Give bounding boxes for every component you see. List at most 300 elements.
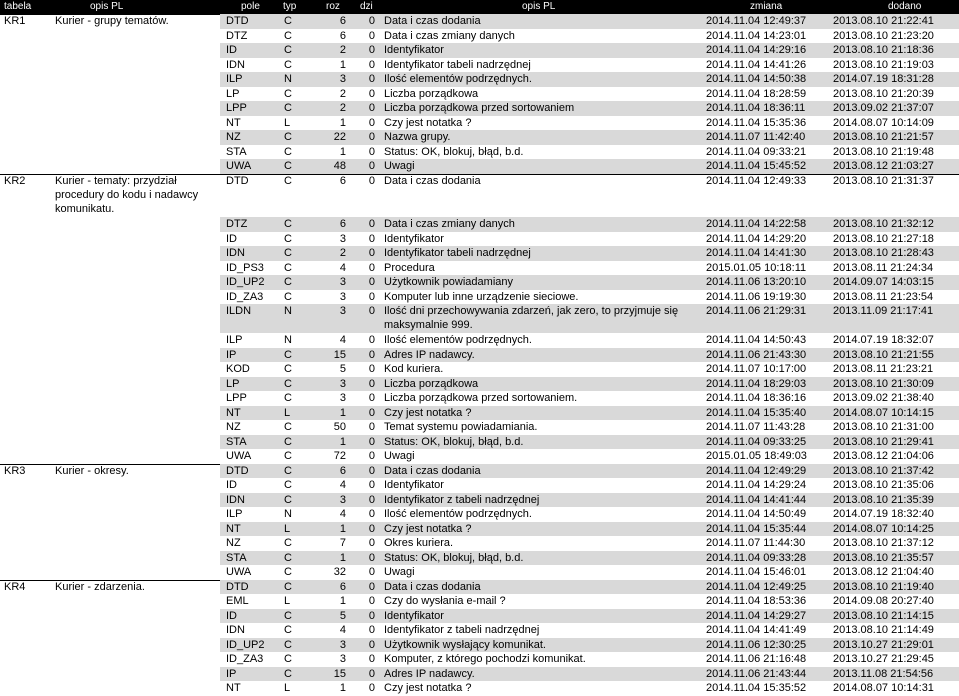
- table-row: [0, 304, 959, 333]
- field-changed: 2014.11.06 21:43:44: [706, 667, 807, 680]
- field-added: 2013.08.10 21:32:12: [833, 218, 934, 230]
- field-changed: 2014.11.06 13:20:10: [706, 276, 807, 288]
- field-type: C: [284, 290, 292, 303]
- field-name: EML: [226, 595, 249, 607]
- table-row: [0, 290, 959, 305]
- field-type: C: [284, 537, 292, 549]
- header-typ: typ: [283, 1, 297, 12]
- table-row: [0, 261, 959, 276]
- field-size: 15: [333, 348, 346, 361]
- field-size: 48: [333, 160, 346, 172]
- field-description: Data i czas dodania: [384, 580, 481, 593]
- field-name: UWA: [226, 160, 252, 172]
- field-decimals: 0: [368, 87, 375, 100]
- field-changed: 2014.11.07 10:17:00: [706, 363, 807, 375]
- header-opis-pl: opis PL: [90, 1, 124, 12]
- field-type: C: [284, 261, 292, 274]
- field-size: 6: [339, 174, 346, 187]
- field-added: 2013.09.02 21:37:07: [833, 102, 934, 114]
- field-added: 2013.08.10 21:35:06: [833, 479, 934, 491]
- field-added: 2013.08.10 21:19:40: [833, 580, 934, 593]
- field-changed: 2014.11.06 21:43:30: [706, 348, 807, 361]
- field-changed: 2014.11.04 14:41:44: [706, 493, 807, 506]
- field-description: Identyfikator tabeli nadrzędnej: [384, 58, 531, 71]
- field-description: Identyfikator: [384, 232, 444, 245]
- table-row: [0, 478, 959, 493]
- field-size: 50: [333, 421, 346, 433]
- table-row: [0, 493, 959, 508]
- field-decimals: 0: [368, 145, 375, 158]
- field-changed: 2014.11.04 09:33:21: [706, 145, 807, 158]
- field-decimals: 0: [368, 435, 375, 448]
- field-changed: 2014.11.04 14:29:16: [706, 44, 807, 56]
- field-added: 2013.08.10 21:31:00: [833, 421, 934, 433]
- field-added: 2013.08.11 21:23:21: [833, 363, 934, 375]
- field-type: C: [284, 551, 292, 564]
- field-type: C: [284, 174, 292, 187]
- table-row: [0, 667, 959, 682]
- field-description: Identyfikator: [384, 44, 444, 56]
- field-size: 3: [339, 493, 346, 506]
- field-size: 2: [339, 102, 346, 114]
- field-type: C: [284, 493, 292, 506]
- header-roz: roz: [326, 1, 340, 12]
- table-row: [0, 116, 959, 131]
- field-added: 2013.11.08 21:54:56: [833, 667, 934, 680]
- table-row: [0, 29, 959, 44]
- field-description: Identyfikator: [384, 609, 444, 622]
- field-name: NT: [226, 116, 241, 129]
- field-added: 2013.08.10 21:14:49: [833, 624, 934, 636]
- table-row: [0, 275, 959, 290]
- field-description: Nazwa grupy.: [384, 131, 451, 143]
- table-row: [0, 638, 959, 653]
- field-added: 2014.07.19 18:32:07: [833, 334, 934, 346]
- field-changed: 2014.11.04 14:41:30: [706, 247, 807, 259]
- field-decimals: 0: [368, 44, 375, 56]
- field-size: 4: [339, 624, 346, 636]
- field-name: DTD: [226, 174, 249, 187]
- table-row: [0, 623, 959, 638]
- field-changed: 2015.01.05 18:49:03: [706, 450, 807, 462]
- field-description: Ilość elementów podrzędnych.: [384, 508, 532, 520]
- header-zmiana: zmiana: [750, 1, 783, 12]
- field-name: ID: [226, 479, 237, 491]
- field-type: L: [284, 522, 291, 535]
- field-description: Liczba porządkowa: [384, 377, 479, 390]
- field-added: 2013.08.10 21:37:42: [833, 464, 934, 477]
- table-row: [0, 435, 959, 450]
- field-decimals: 0: [368, 305, 375, 317]
- field-changed: 2014.11.04 15:35:44: [706, 522, 807, 535]
- field-type: C: [284, 464, 292, 477]
- field-decimals: 0: [368, 116, 375, 129]
- field-description: Liczba porządkowa przed sortowaniem.: [384, 392, 578, 404]
- table-row: [0, 217, 959, 232]
- field-decimals: 0: [368, 15, 375, 27]
- table-row: [0, 681, 959, 696]
- field-size: 2: [339, 87, 346, 100]
- table-row: [0, 652, 959, 667]
- field-description: Czy do wysłania e-mail ?: [384, 595, 506, 607]
- field-decimals: 0: [368, 58, 375, 71]
- field-name: STA: [226, 551, 247, 564]
- field-name: LP: [226, 377, 240, 390]
- field-changed: 2014.11.04 15:46:01: [706, 566, 807, 578]
- table-row: [0, 14, 959, 29]
- field-changed: 2014.11.04 15:35:36: [706, 116, 807, 129]
- field-type: N: [284, 508, 292, 520]
- field-added: 2013.08.10 21:20:39: [833, 87, 934, 100]
- field-type: C: [284, 653, 292, 665]
- field-name: NZ: [226, 131, 241, 143]
- field-size: 4: [339, 479, 346, 491]
- field-type: C: [284, 247, 292, 259]
- table-row: [0, 449, 959, 464]
- field-type: C: [284, 566, 292, 578]
- field-size: 6: [339, 218, 346, 230]
- field-decimals: 0: [368, 653, 375, 665]
- field-name: ID_UP2: [226, 638, 265, 651]
- field-size: 3: [339, 232, 346, 245]
- field-name: ID: [226, 44, 237, 56]
- field-description: Czy jest notatka ?: [384, 522, 472, 535]
- table-id: KR2: [4, 174, 26, 187]
- field-added: 2013.08.10 21:28:43: [833, 247, 934, 259]
- table-id: KR1: [4, 15, 26, 27]
- field-changed: 2014.11.04 14:29:24: [706, 479, 807, 491]
- field-name: ID_UP2: [226, 276, 265, 288]
- field-type: C: [284, 145, 292, 158]
- field-name: NT: [226, 682, 241, 694]
- field-changed: 2014.11.04 14:41:49: [706, 624, 807, 636]
- field-type: C: [284, 232, 292, 245]
- table-row: [0, 101, 959, 116]
- field-decimals: 0: [368, 131, 375, 143]
- field-name: IDN: [226, 58, 245, 71]
- field-decimals: 0: [368, 508, 375, 520]
- field-name: STA: [226, 435, 247, 448]
- field-type: C: [284, 392, 292, 404]
- field-decimals: 0: [368, 218, 375, 230]
- field-description: Adres IP nadawcy.: [384, 667, 475, 680]
- field-description: Czy jest notatka ?: [384, 682, 472, 694]
- field-name: IDN: [226, 624, 245, 636]
- field-changed: 2014.11.04 14:29:20: [706, 232, 807, 245]
- field-type: C: [284, 15, 292, 27]
- field-size: 15: [333, 667, 346, 680]
- field-changed: 2014.11.07 11:42:40: [706, 131, 806, 143]
- field-changed: 2014.11.04 12:49:29: [706, 464, 807, 477]
- field-added: 2013.11.09 21:17:41: [833, 305, 934, 317]
- field-type: L: [284, 406, 291, 419]
- table-description: Kurier - zdarzenia.: [55, 580, 145, 593]
- table-row: [0, 551, 959, 566]
- field-name: STA: [226, 145, 247, 158]
- field-size: 3: [339, 392, 346, 404]
- field-decimals: 0: [368, 406, 375, 419]
- table-id: KR4: [4, 580, 26, 593]
- field-decimals: 0: [368, 551, 375, 564]
- field-added: 2013.08.10 21:19:03: [833, 58, 934, 71]
- field-decimals: 0: [368, 682, 375, 694]
- field-added: 2013.08.10 21:27:18: [833, 232, 934, 245]
- field-name: ID: [226, 232, 237, 245]
- field-description: Procedura: [384, 261, 435, 274]
- field-changed: 2014.11.04 18:29:03: [706, 377, 807, 390]
- field-added: 2013.08.10 21:31:37: [833, 174, 934, 187]
- field-name: IP: [226, 348, 237, 361]
- field-type: N: [284, 305, 292, 317]
- field-type: C: [284, 624, 292, 636]
- field-description: Uwagi: [384, 160, 415, 172]
- field-changed: 2014.11.04 14:41:26: [706, 58, 807, 71]
- table-row: [0, 420, 959, 435]
- field-type: N: [284, 73, 292, 85]
- field-decimals: 0: [368, 537, 375, 549]
- field-changed: 2014.11.04 14:50:43: [706, 334, 807, 346]
- field-description: Uwagi: [384, 566, 415, 578]
- field-size: 2: [339, 247, 346, 259]
- field-decimals: 0: [368, 638, 375, 651]
- field-description: Komputer lub inne urządzenie sieciowe.: [384, 290, 579, 303]
- table-row: [0, 522, 959, 537]
- field-decimals: 0: [368, 595, 375, 607]
- field-name: DTZ: [226, 29, 248, 42]
- field-description: Komputer, z którego pochodzi komunikat.: [384, 653, 586, 665]
- field-decimals: 0: [368, 29, 375, 42]
- field-name: UWA: [226, 566, 252, 578]
- field-decimals: 0: [368, 392, 375, 404]
- field-size: 6: [339, 580, 346, 593]
- field-size: 72: [333, 450, 346, 462]
- field-name: ILDN: [226, 305, 252, 317]
- table-row: [0, 362, 959, 377]
- field-changed: 2014.11.04 12:49:37: [706, 15, 807, 27]
- field-description: Identyfikator tabeli nadrzędnej: [384, 247, 531, 259]
- field-size: 1: [339, 58, 346, 71]
- table-row: [0, 580, 959, 595]
- field-description: Status: OK, blokuj, błąd, b.d.: [384, 551, 524, 564]
- header-dodano: dodano: [888, 1, 922, 12]
- field-size: 1: [339, 145, 346, 158]
- field-size: 5: [339, 609, 346, 622]
- field-changed: 2014.11.06 19:19:30: [706, 290, 807, 303]
- table-row: [0, 145, 959, 160]
- field-added: 2013.08.10 21:35:57: [833, 551, 934, 564]
- field-decimals: 0: [368, 522, 375, 535]
- field-size: 3: [339, 276, 346, 288]
- field-type: C: [284, 580, 292, 593]
- field-name: DTD: [226, 15, 249, 27]
- field-added: 2013.08.12 21:04:40: [833, 566, 934, 578]
- field-name: DTD: [226, 464, 249, 477]
- field-description: Uwagi: [384, 450, 415, 462]
- field-added: 2013.10.27 21:29:01: [833, 638, 934, 651]
- field-type: L: [284, 116, 291, 129]
- field-type: C: [284, 87, 292, 100]
- field-type: C: [284, 421, 292, 433]
- field-added: 2013.08.10 21:30:09: [833, 377, 934, 390]
- field-type: C: [284, 479, 292, 491]
- field-decimals: 0: [368, 479, 375, 491]
- field-decimals: 0: [368, 421, 375, 433]
- field-name: ILP: [226, 73, 243, 85]
- field-name: DTD: [226, 580, 249, 593]
- field-name: ID_PS3: [226, 261, 264, 274]
- header-pole: pole: [241, 1, 260, 12]
- field-added: 2013.08.10 21:19:48: [833, 145, 934, 158]
- field-changed: 2014.11.04 09:33:28: [706, 551, 807, 564]
- table-row: [0, 232, 959, 247]
- field-changed: 2014.11.04 12:49:25: [706, 580, 807, 593]
- field-added: 2013.08.10 21:23:20: [833, 29, 934, 42]
- field-decimals: 0: [368, 464, 375, 477]
- field-changed: 2014.11.04 14:22:58: [706, 218, 807, 230]
- header-dzi: dzi: [360, 1, 373, 12]
- field-changed: 2014.11.04 15:35:40: [706, 406, 807, 419]
- field-size: 3: [339, 377, 346, 390]
- field-description: Identyfikator: [384, 479, 444, 491]
- table-row: [0, 536, 959, 551]
- field-added: 2014.08.07 10:14:15: [833, 406, 934, 419]
- field-description: Temat systemu powiadamiania.: [384, 421, 538, 433]
- field-name: KOD: [226, 363, 250, 375]
- table-row: [0, 377, 959, 392]
- field-name: NT: [226, 522, 241, 535]
- field-decimals: 0: [368, 261, 375, 274]
- field-decimals: 0: [368, 667, 375, 680]
- field-changed: 2014.11.04 14:23:01: [706, 29, 807, 42]
- field-decimals: 0: [368, 73, 375, 85]
- header-tabela: tabela: [4, 1, 32, 12]
- field-type: C: [284, 377, 292, 390]
- field-name: IDN: [226, 247, 245, 259]
- field-added: 2013.08.10 21:18:36: [833, 44, 934, 56]
- field-description: Okres kuriera.: [384, 537, 454, 549]
- field-description: Liczba porządkowa: [384, 87, 479, 100]
- table-row: [0, 246, 959, 261]
- table-header: [0, 0, 959, 14]
- table-row: [0, 159, 959, 174]
- field-added: 2013.08.11 21:24:34: [833, 261, 934, 274]
- field-size: 7: [339, 537, 346, 549]
- field-type: C: [284, 276, 292, 288]
- table-row: [0, 87, 959, 102]
- field-decimals: 0: [368, 290, 375, 303]
- field-decimals: 0: [368, 363, 375, 375]
- field-size: 5: [339, 363, 346, 375]
- table-id: KR3: [4, 464, 26, 477]
- field-decimals: 0: [368, 102, 375, 114]
- field-description: Identyfikator z tabeli nadrzędnej: [384, 493, 540, 506]
- field-decimals: 0: [368, 450, 375, 462]
- field-changed: 2015.01.05 10:18:11: [706, 261, 807, 274]
- field-added: 2013.08.10 21:14:15: [833, 609, 934, 622]
- field-added: 2013.10.27 21:29:45: [833, 653, 934, 665]
- field-size: 3: [339, 653, 346, 665]
- field-decimals: 0: [368, 334, 375, 346]
- field-type: C: [284, 58, 292, 71]
- field-decimals: 0: [368, 580, 375, 593]
- field-size: 1: [339, 435, 346, 448]
- field-name: IDN: [226, 493, 245, 506]
- field-size: 4: [339, 334, 346, 346]
- field-name: ID_ZA3: [226, 290, 264, 303]
- field-type: C: [284, 29, 292, 42]
- table-row: [0, 72, 959, 87]
- field-decimals: 0: [368, 348, 375, 361]
- field-size: 1: [339, 406, 346, 419]
- field-changed: 2014.11.06 12:30:25: [706, 638, 807, 651]
- field-description: Data i czas zmiany danych: [384, 218, 515, 230]
- field-type: N: [284, 334, 292, 346]
- field-type: C: [284, 102, 292, 114]
- field-description: Ilość elementów podrzędnych.: [384, 73, 532, 85]
- field-name: LP: [226, 87, 240, 100]
- field-size: 3: [339, 73, 346, 85]
- field-added: 2014.08.07 10:14:31: [833, 682, 934, 694]
- field-changed: 2014.11.06 21:16:48: [706, 653, 807, 665]
- field-added: 2014.08.07 10:14:25: [833, 522, 934, 535]
- table-row: [0, 130, 959, 145]
- field-description: Status: OK, blokuj, błąd, b.d.: [384, 145, 524, 158]
- field-size: 6: [339, 15, 346, 27]
- field-changed: 2014.11.04 14:29:27: [706, 609, 807, 622]
- field-description: Data i czas dodania: [384, 174, 481, 187]
- table-row: [0, 43, 959, 58]
- field-decimals: 0: [368, 493, 375, 506]
- field-type: C: [284, 363, 292, 375]
- field-decimals: 0: [368, 174, 375, 187]
- field-name: NZ: [226, 421, 241, 433]
- field-decimals: 0: [368, 624, 375, 636]
- field-decimals: 0: [368, 232, 375, 245]
- field-type: C: [284, 131, 292, 143]
- table-row: [0, 58, 959, 73]
- field-description: Czy jest notatka ?: [384, 406, 472, 419]
- field-decimals: 0: [368, 377, 375, 390]
- field-name: LPP: [226, 392, 247, 404]
- field-changed: 2014.11.07 11:44:30: [706, 537, 806, 549]
- field-changed: 2014.11.04 14:50:38: [706, 73, 807, 85]
- field-size: 4: [339, 508, 346, 520]
- field-added: 2013.08.11 21:23:54: [833, 290, 934, 303]
- field-type: C: [284, 638, 292, 651]
- field-description: Liczba porządkowa przed sortowaniem: [384, 102, 575, 114]
- field-description: Status: OK, blokuj, błąd, b.d.: [384, 435, 524, 448]
- field-changed: 2014.11.04 18:53:36: [706, 595, 807, 607]
- field-type: L: [284, 595, 291, 607]
- field-size: 1: [339, 116, 346, 129]
- field-added: 2014.07.19 18:32:40: [833, 508, 934, 520]
- field-size: 4: [339, 261, 346, 274]
- field-added: 2013.08.12 21:03:27: [833, 160, 934, 172]
- table-row: [0, 174, 959, 215]
- field-description: Użytkownik powiadamiany: [384, 276, 513, 288]
- field-type: C: [284, 667, 292, 680]
- table-description: Kurier - tematy: przydział procedury do kodu i nadawcy komunikatu.: [55, 174, 199, 215]
- field-size: 2: [339, 44, 346, 56]
- field-added: 2013.08.10 21:29:41: [833, 435, 934, 448]
- field-type: C: [284, 348, 292, 361]
- field-added: 2013.08.10 21:21:57: [833, 131, 934, 143]
- field-size: 22: [333, 131, 346, 143]
- field-description: Ilość dni przechowywania zdarzeń, jak zero, to przyjmuje się maksymalnie 999.: [384, 305, 679, 331]
- field-changed: 2014.11.04 15:35:52: [706, 682, 807, 694]
- field-type: C: [284, 44, 292, 56]
- field-name: IP: [226, 667, 237, 680]
